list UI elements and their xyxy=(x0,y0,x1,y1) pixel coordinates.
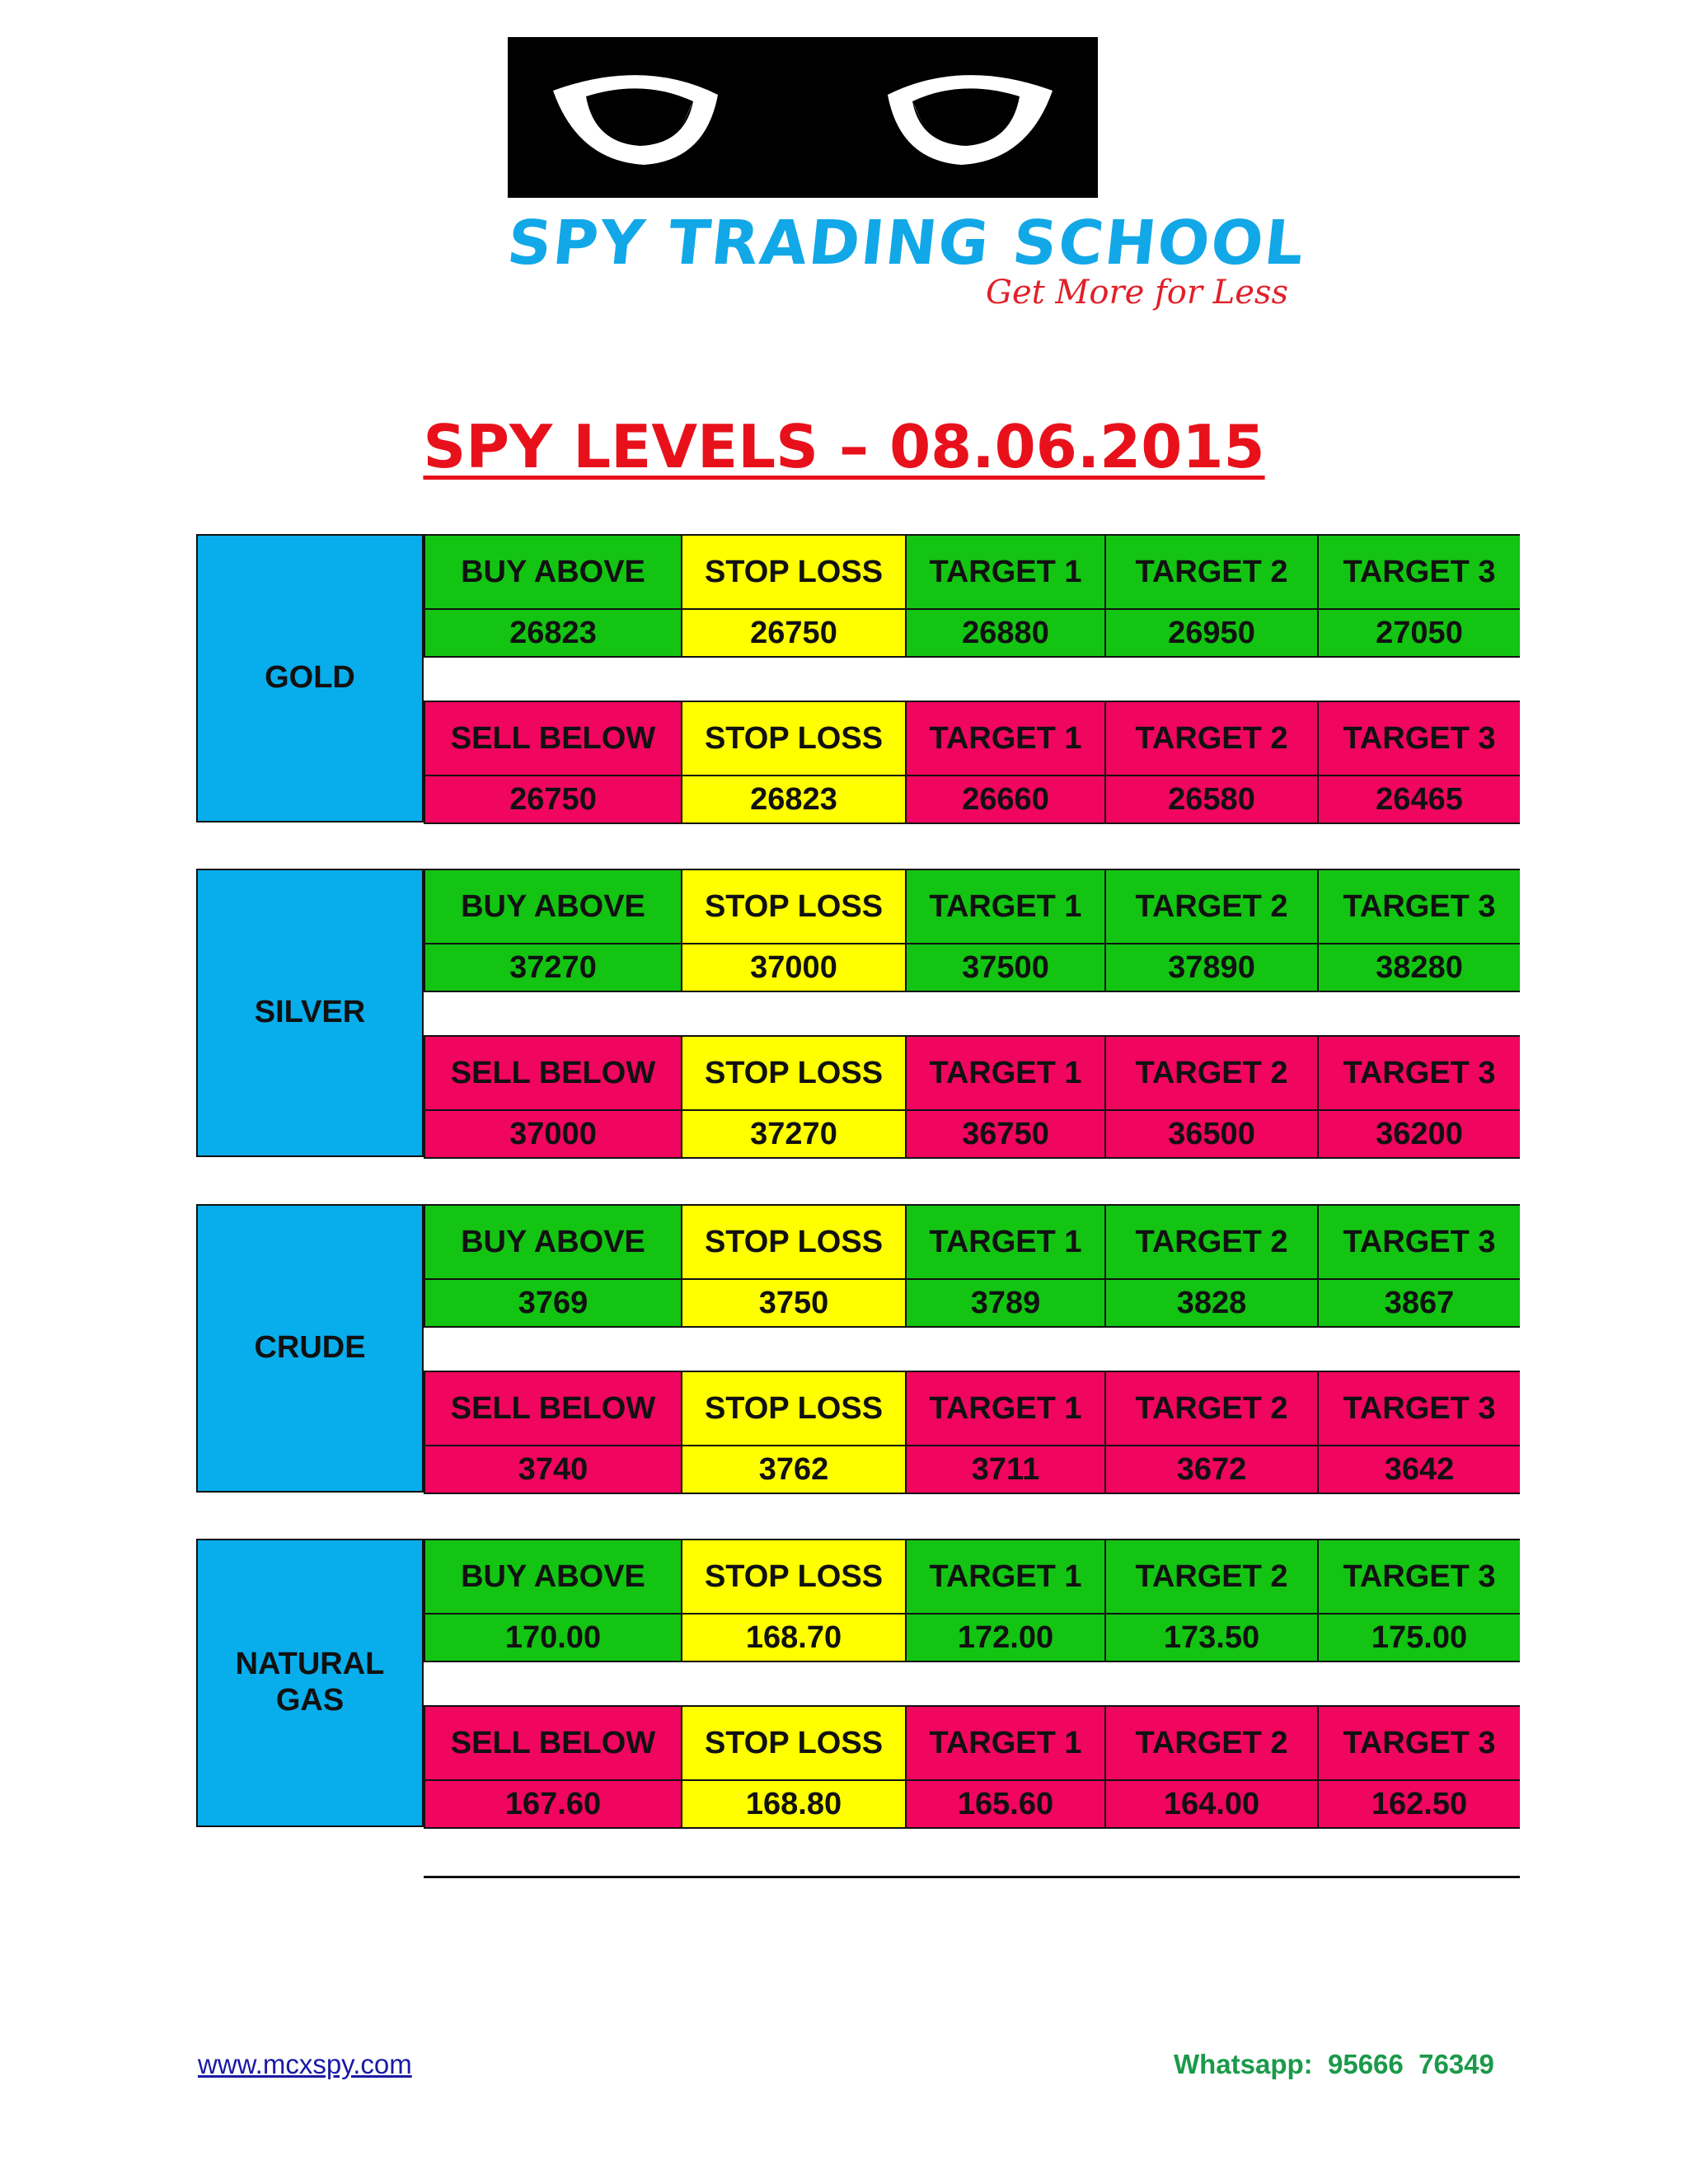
sell-header-cell: TARGET 2 xyxy=(1104,1372,1317,1446)
sell-value-cell: 26823 xyxy=(681,776,905,823)
buy-value-cell: 26750 xyxy=(681,610,905,656)
brand-tagline: Get More for Less xyxy=(986,274,1288,312)
sell-value-cell: 36750 xyxy=(905,1111,1104,1157)
eyes-logo xyxy=(508,37,1098,198)
buy-value-cell: 26880 xyxy=(905,610,1104,656)
sell-value-cell: 37270 xyxy=(681,1111,905,1157)
buy-header-cell: BUY ABOVE xyxy=(424,536,681,610)
sell-value-cell: 37000 xyxy=(424,1111,681,1157)
sell-header-cell: SELL BELOW xyxy=(424,1037,681,1111)
buy-levels-table xyxy=(424,1204,1520,1328)
whatsapp-contact: Whatsapp: 95666 76349 xyxy=(1174,2049,1494,2079)
buy-value-cell: 172.00 xyxy=(905,1615,1104,1661)
sell-value-cell: 3672 xyxy=(1104,1446,1317,1493)
buy-header-cell: TARGET 3 xyxy=(1317,1206,1520,1280)
buy-levels-table xyxy=(424,534,1520,658)
commodity-block xyxy=(196,1539,1522,1829)
sell-header-cell: TARGET 2 xyxy=(1104,1037,1317,1111)
buy-header-cell: BUY ABOVE xyxy=(424,870,681,944)
buy-value-cell: 3750 xyxy=(681,1280,905,1326)
commodity-block xyxy=(196,534,1522,824)
buy-header-cell: TARGET 3 xyxy=(1317,536,1520,610)
sell-value-cell: 3740 xyxy=(424,1446,681,1493)
sell-value-cell: 3711 xyxy=(905,1446,1104,1493)
eyes-icon xyxy=(508,37,1098,198)
buy-header-cell: TARGET 3 xyxy=(1317,870,1520,944)
sell-header-cell: TARGET 1 xyxy=(905,702,1104,776)
buy-header-cell: BUY ABOVE xyxy=(424,1540,681,1615)
buy-header-cell: STOP LOSS xyxy=(681,870,905,944)
page-title-text: SPY LEVELS – 08.06.2015 xyxy=(423,412,1265,481)
sell-header-cell: STOP LOSS xyxy=(681,1037,905,1111)
buy-value-cell: 27050 xyxy=(1317,610,1520,656)
buy-header-cell: TARGET 1 xyxy=(905,1540,1104,1615)
sell-header-cell: SELL BELOW xyxy=(424,702,681,776)
sell-levels-table xyxy=(424,701,1520,824)
buy-value-cell: 37270 xyxy=(424,944,681,991)
sell-header-cell: SELL BELOW xyxy=(424,1707,681,1781)
buy-value-cell: 26950 xyxy=(1104,610,1317,656)
buy-value-cell: 3769 xyxy=(424,1280,681,1326)
buy-header-cell: TARGET 1 xyxy=(905,870,1104,944)
commodity-label: GOLD xyxy=(196,534,424,823)
commodity-block xyxy=(196,869,1522,1159)
sell-header-cell: TARGET 2 xyxy=(1104,702,1317,776)
sell-value-cell: 3642 xyxy=(1317,1446,1520,1493)
buy-header-cell: BUY ABOVE xyxy=(424,1206,681,1280)
sell-levels-table xyxy=(424,1705,1520,1829)
buy-value-cell: 3789 xyxy=(905,1280,1104,1326)
buy-header-cell: TARGET 2 xyxy=(1104,1540,1317,1615)
sell-value-cell: 36200 xyxy=(1317,1111,1520,1157)
commodity-block xyxy=(196,1204,1522,1494)
sell-value-cell: 26580 xyxy=(1104,776,1317,823)
buy-value-cell: 26823 xyxy=(424,610,681,656)
sell-value-cell: 3762 xyxy=(681,1446,905,1493)
buy-value-cell: 175.00 xyxy=(1317,1615,1520,1661)
sell-header-cell: TARGET 3 xyxy=(1317,1372,1520,1446)
divider xyxy=(424,1876,1520,1878)
commodity-label: NATURAL GAS xyxy=(196,1539,424,1827)
brand-name: SPY TRADING SCHOOL xyxy=(504,208,1310,279)
commodity-label: CRUDE xyxy=(196,1204,424,1493)
sell-value-cell: 164.00 xyxy=(1104,1781,1317,1827)
website-link[interactable]: www.mcxspy.com xyxy=(198,2049,412,2079)
buy-value-cell: 3828 xyxy=(1104,1280,1317,1326)
buy-value-cell: 173.50 xyxy=(1104,1615,1317,1661)
buy-value-cell: 3867 xyxy=(1317,1280,1520,1326)
buy-value-cell: 168.70 xyxy=(681,1615,905,1661)
buy-header-cell: TARGET 2 xyxy=(1104,1206,1317,1280)
buy-header-cell: STOP LOSS xyxy=(681,1206,905,1280)
sell-header-cell: TARGET 3 xyxy=(1317,1707,1520,1781)
sell-header-cell: STOP LOSS xyxy=(681,702,905,776)
buy-header-cell: TARGET 2 xyxy=(1104,870,1317,944)
buy-header-cell: TARGET 1 xyxy=(905,1206,1104,1280)
buy-levels-table xyxy=(424,869,1520,992)
sell-header-cell: TARGET 3 xyxy=(1317,1037,1520,1111)
commodity-label: SILVER xyxy=(196,869,424,1157)
sell-header-cell: TARGET 1 xyxy=(905,1037,1104,1111)
sell-levels-table xyxy=(424,1371,1520,1494)
sell-value-cell: 36500 xyxy=(1104,1111,1317,1157)
buy-value-cell: 38280 xyxy=(1317,944,1520,991)
buy-value-cell: 37890 xyxy=(1104,944,1317,991)
sell-header-cell: TARGET 1 xyxy=(905,1707,1104,1781)
buy-header-cell: TARGET 1 xyxy=(905,536,1104,610)
buy-levels-table xyxy=(424,1539,1520,1662)
sell-value-cell: 168.80 xyxy=(681,1781,905,1827)
sell-value-cell: 26660 xyxy=(905,776,1104,823)
sell-header-cell: TARGET 3 xyxy=(1317,702,1520,776)
buy-header-cell: STOP LOSS xyxy=(681,1540,905,1615)
sell-header-cell: TARGET 1 xyxy=(905,1372,1104,1446)
sell-header-cell: SELL BELOW xyxy=(424,1372,681,1446)
sell-header-cell: TARGET 2 xyxy=(1104,1707,1317,1781)
buy-value-cell: 37000 xyxy=(681,944,905,991)
sell-value-cell: 26750 xyxy=(424,776,681,823)
buy-header-cell: TARGET 2 xyxy=(1104,536,1317,610)
sell-value-cell: 165.60 xyxy=(905,1781,1104,1827)
page-title xyxy=(0,412,1688,481)
sell-levels-table xyxy=(424,1035,1520,1159)
sell-value-cell: 167.60 xyxy=(424,1781,681,1827)
sell-value-cell: 26465 xyxy=(1317,776,1520,823)
buy-header-cell: TARGET 3 xyxy=(1317,1540,1520,1615)
sell-header-cell: STOP LOSS xyxy=(681,1372,905,1446)
sell-header-cell: STOP LOSS xyxy=(681,1707,905,1781)
buy-header-cell: STOP LOSS xyxy=(681,536,905,610)
buy-value-cell: 170.00 xyxy=(424,1615,681,1661)
sell-value-cell: 162.50 xyxy=(1317,1781,1520,1827)
buy-value-cell: 37500 xyxy=(905,944,1104,991)
